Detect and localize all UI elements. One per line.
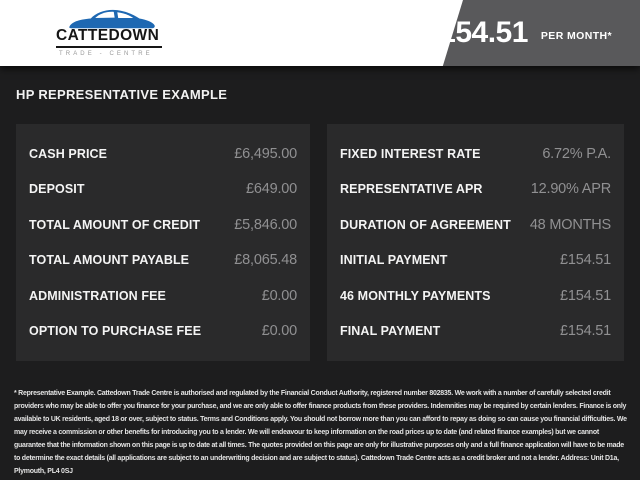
finance-label: TOTAL AMOUNT OF CREDIT <box>29 217 201 232</box>
finance-value: 12.90% APR <box>530 181 611 198</box>
finance-row <box>340 243 611 279</box>
finance-panel-left <box>16 124 310 361</box>
finance-value: £649.00 <box>245 181 297 198</box>
finance-row <box>29 207 297 243</box>
per-month-label: PER MONTH* <box>540 30 612 42</box>
finance-label: DURATION OF AGREEMENT <box>340 217 511 232</box>
finance-label: FIXED INTEREST RATE <box>340 146 481 161</box>
brand-tagline: TRADE - CENTRE <box>59 51 153 57</box>
finance-row <box>29 278 297 314</box>
disclaimer-text: * Representative Example. Cattedown Trade Centre is authorised and regulated by the Financial Conduct Authority, registered number 802835. We work with a number of carefully selected credit providers who may be able to offer you finance for your purchase, and we are only able to offer finance products from these providers. Indemnities may be required by certain lenders. Finance is only available to UK residents, aged 18 or over, subject to status. Terms and Conditions apply. You should not borrow more than you can afford to repay as doing so can cause you financial difficulties. We may receive a commission or other benefits for introducing you to a lender. We will endeavour to keep information on the road prices up to date (and related finance examples) but we cannot guarantee that the information shown on this page is up to date at all times. The quotes provided on this page are only for illustrative purposes only and a full finance application will have to be made to determine the exact details (all applications are subject to an underwriting decision and are subject to status). Cattedown Trade Centre acts as a credit broker and not a lender. Address: Unit D1a, Plymouth, PL4 0SJ <box>14 390 627 475</box>
finance-label: FINAL PAYMENT <box>340 324 441 339</box>
finance-row <box>29 136 297 172</box>
finance-value: £0.00 <box>261 323 297 340</box>
finance-panel-right <box>327 124 624 361</box>
finance-value: £5,846.00 <box>234 216 297 233</box>
finance-label: ADMINISTRATION FEE <box>29 288 166 303</box>
finance-label: 46 MONTHLY PAYMENTS <box>340 288 491 303</box>
hp-example-section <box>0 66 640 480</box>
finance-row <box>340 314 611 350</box>
finance-value: £154.51 <box>559 323 611 340</box>
finance-row <box>340 278 611 314</box>
finance-row <box>340 207 611 243</box>
finance-value: £154.51 <box>559 287 611 304</box>
brand-logo[interactable] <box>56 7 162 57</box>
finance-row <box>340 172 611 208</box>
monthly-price-content <box>423 0 612 66</box>
finance-label: DEPOSIT <box>29 182 85 197</box>
monthly-price: £154.51 <box>422 16 528 49</box>
finance-label: OPTION TO PURCHASE FEE <box>29 324 202 339</box>
header-bar <box>0 0 640 66</box>
finance-value: £154.51 <box>559 252 611 269</box>
finance-label: REPRESENTATIVE APR <box>340 182 483 197</box>
finance-value: £6,495.00 <box>234 145 297 162</box>
finance-value: 6.72% P.A. <box>542 145 611 162</box>
finance-row <box>29 314 297 350</box>
finance-label: CASH PRICE <box>29 146 108 161</box>
finance-value: £8,065.48 <box>234 252 297 269</box>
brand-name: CATTEDOWN <box>56 27 162 48</box>
finance-value: £0.00 <box>261 287 297 304</box>
finance-row <box>340 136 611 172</box>
finance-row <box>29 243 297 279</box>
finance-value: 48 MONTHS <box>529 216 611 233</box>
section-title: HP REPRESENTATIVE EXAMPLE <box>16 87 228 102</box>
finance-label: INITIAL PAYMENT <box>340 253 448 268</box>
finance-panels <box>16 124 625 361</box>
finance-row <box>29 172 297 208</box>
finance-label: TOTAL AMOUNT PAYABLE <box>29 253 190 268</box>
